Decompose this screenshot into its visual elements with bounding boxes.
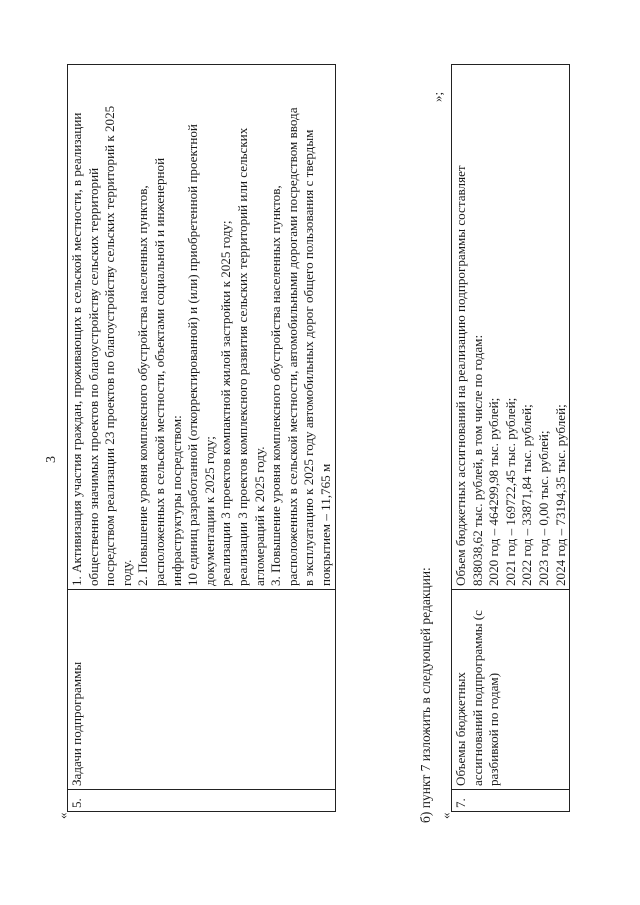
page-number: 3 bbox=[44, 456, 59, 463]
tasks-table bbox=[67, 64, 336, 812]
content-line: 2022 год – 33871,84 тыс. рублей; bbox=[519, 404, 535, 586]
content-line: 2021 год – 169722,45 тыс. рублей; bbox=[502, 397, 518, 586]
row-content bbox=[68, 65, 336, 590]
closing-mark: »; bbox=[430, 91, 445, 102]
label-line: разбивкой по годам) bbox=[486, 672, 502, 786]
row-number: 7. bbox=[452, 790, 570, 812]
budget-table bbox=[451, 64, 570, 812]
content-line: 3. Повышение уровня комплексного обустройства населенных пунктов, bbox=[268, 185, 284, 586]
content-line: реализации 3 проектов компактной жилой застройки к 2025 году; bbox=[218, 220, 234, 586]
content-line: 10 единиц разработанной (откорректированной) и (или) приобретенной проектной bbox=[185, 124, 201, 586]
table-row bbox=[68, 65, 336, 812]
content-line: году. bbox=[118, 559, 134, 586]
content-line: агломераций к 2025 году. bbox=[251, 446, 267, 586]
content-line: реализации 3 проектов комплексного развития сельских территорий или сельских bbox=[234, 127, 250, 586]
content-line: 2024 год – 73194,35 тыс. рублей; bbox=[552, 404, 568, 586]
content-line: посредством реализации 23 проектов по благоустройству сельских территорий к 2025 bbox=[102, 105, 118, 586]
label-line: Объемы бюджетных bbox=[453, 672, 468, 786]
content-line: 838038,62 тыс. рублей, в том числе по годам: bbox=[469, 334, 485, 586]
content-line: общественно значимых проектов по благоустройству сельских территорий bbox=[85, 167, 101, 586]
open-quote-2: « bbox=[438, 812, 453, 819]
content-line: 2023 год – 0,00 тыс. рублей; bbox=[535, 430, 551, 586]
open-quote: « bbox=[55, 812, 70, 819]
label-line: ассигнований подпрограммы (с bbox=[469, 610, 485, 786]
content-line: 1. Активизация участия граждан, проживающих в сельской местности, в реализации bbox=[69, 112, 84, 586]
row-label bbox=[452, 590, 570, 790]
content-line: Объем бюджетных ассигнований на реализацию подпрограммы составляет bbox=[453, 165, 468, 586]
content-line: инфраструктуры посредством: bbox=[168, 415, 184, 586]
content-line: расположенных в сельской местности, объектами социальной и инженерной bbox=[151, 157, 167, 586]
content-line: 2. Повышение уровня комплексного обустройства населенных пунктов, bbox=[135, 185, 151, 586]
table-row bbox=[452, 65, 570, 812]
row-content bbox=[452, 65, 570, 590]
content-line: документации к 2025 году; bbox=[201, 436, 217, 586]
content-line: 2020 год – 464299,98 тыс. рублей; bbox=[486, 397, 502, 586]
row-number: 5. bbox=[68, 790, 336, 812]
subitem-heading: б) пункт 7 изложить в следующей редакции: bbox=[418, 567, 433, 823]
content-line: расположенных в сельской местности, автомобильными дорогами посредством ввода bbox=[284, 107, 300, 586]
content-line: в эксплуатацию к 2025 году автомобильных дорог общего пользования с твердым bbox=[301, 129, 317, 586]
row-label: Задачи подпрограммы bbox=[68, 590, 336, 790]
content-line: покрытием – 11,765 м bbox=[317, 463, 333, 586]
